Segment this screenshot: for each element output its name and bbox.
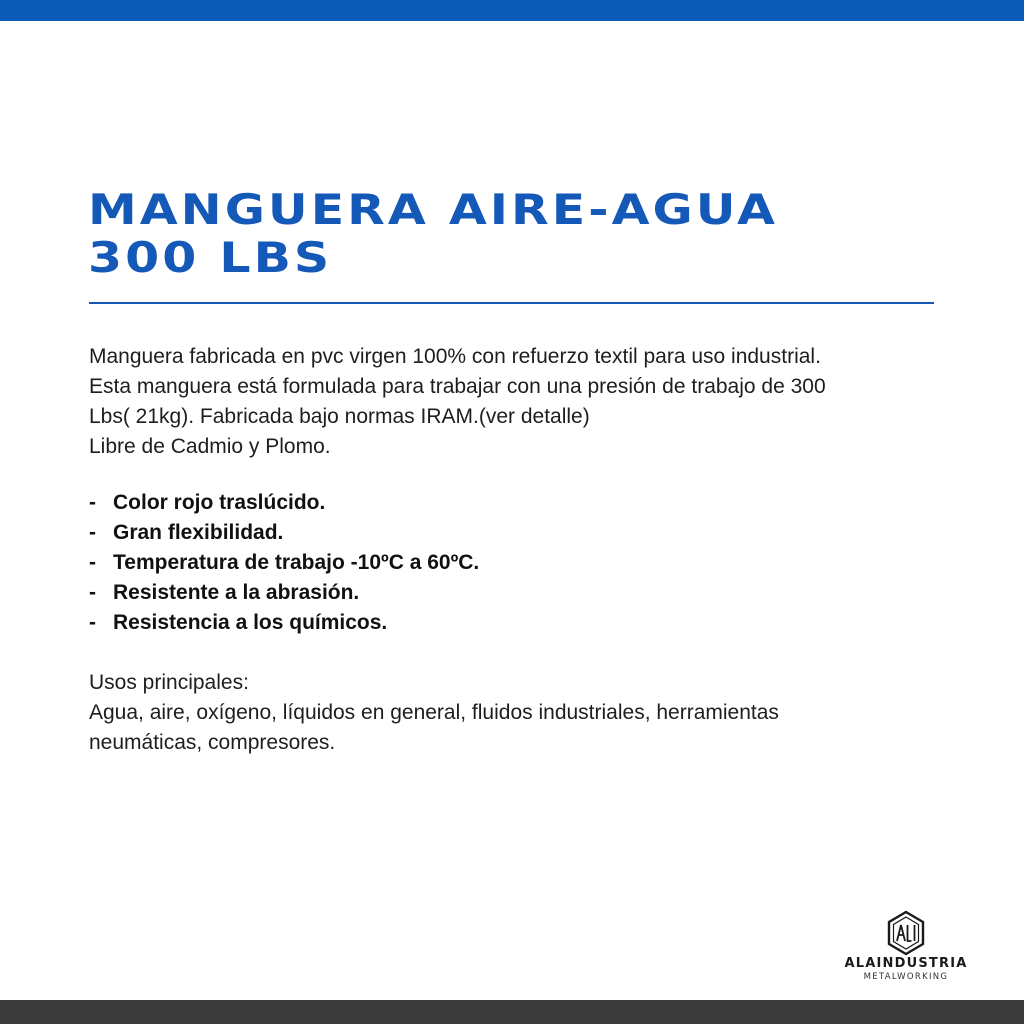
- title-line-2: 300 LBS: [88, 233, 333, 283]
- features-list: [89, 488, 949, 638]
- bullet-dash: -: [89, 491, 96, 514]
- feature-item: [89, 548, 949, 578]
- feature-item: [89, 488, 949, 518]
- feature-text: Temperatura de trabajo -10ºC a 60ºC.: [113, 551, 480, 574]
- feature-item: [89, 578, 949, 608]
- uses-line-2: neumáticas, compresores.: [89, 731, 336, 754]
- brand-name: ALAINDUSTRIA: [844, 956, 968, 971]
- ali-hexagon-logo-icon: [886, 910, 926, 956]
- intro-line-2: Esta manguera está formulada para trabajar con una presión de trabajo de 300: [89, 375, 826, 398]
- feature-item: [89, 518, 949, 548]
- intro-paragraph: [89, 342, 949, 462]
- intro-line-3: Lbs( 21kg). Fabricada bajo normas IRAM.(ver detalle): [89, 405, 590, 428]
- feature-text: Resistente a la abrasión.: [113, 581, 360, 604]
- bullet-dash: -: [89, 581, 96, 604]
- top-accent-bar: [0, 0, 1024, 21]
- feature-text: Gran flexibilidad.: [113, 521, 284, 544]
- brand-logo: [820, 910, 992, 982]
- feature-text: Resistencia a los químicos.: [113, 611, 388, 634]
- title-divider: [89, 302, 934, 304]
- intro-line-1: Manguera fabricada en pvc virgen 100% con refuerzo textil para uso industrial.: [89, 345, 821, 368]
- uses-line-1: Agua, aire, oxígeno, líquidos en general, fluidos industriales, herramientas: [89, 701, 779, 724]
- brand-tagline: METALWORKING: [863, 972, 949, 982]
- uses-heading: Usos principales:: [89, 671, 249, 694]
- intro-line-4: Libre de Cadmio y Plomo.: [89, 435, 331, 458]
- bullet-dash: -: [89, 521, 96, 544]
- bullet-dash: -: [89, 611, 96, 634]
- feature-text: Color rojo traslúcido.: [113, 491, 326, 514]
- bullet-dash: -: [89, 551, 96, 574]
- title-line-1: MANGUERA AIRE-AGUA: [88, 185, 778, 235]
- feature-item: [89, 608, 949, 638]
- uses-section: [89, 668, 949, 758]
- page-title: [88, 185, 948, 286]
- bottom-bar: [0, 1000, 1024, 1024]
